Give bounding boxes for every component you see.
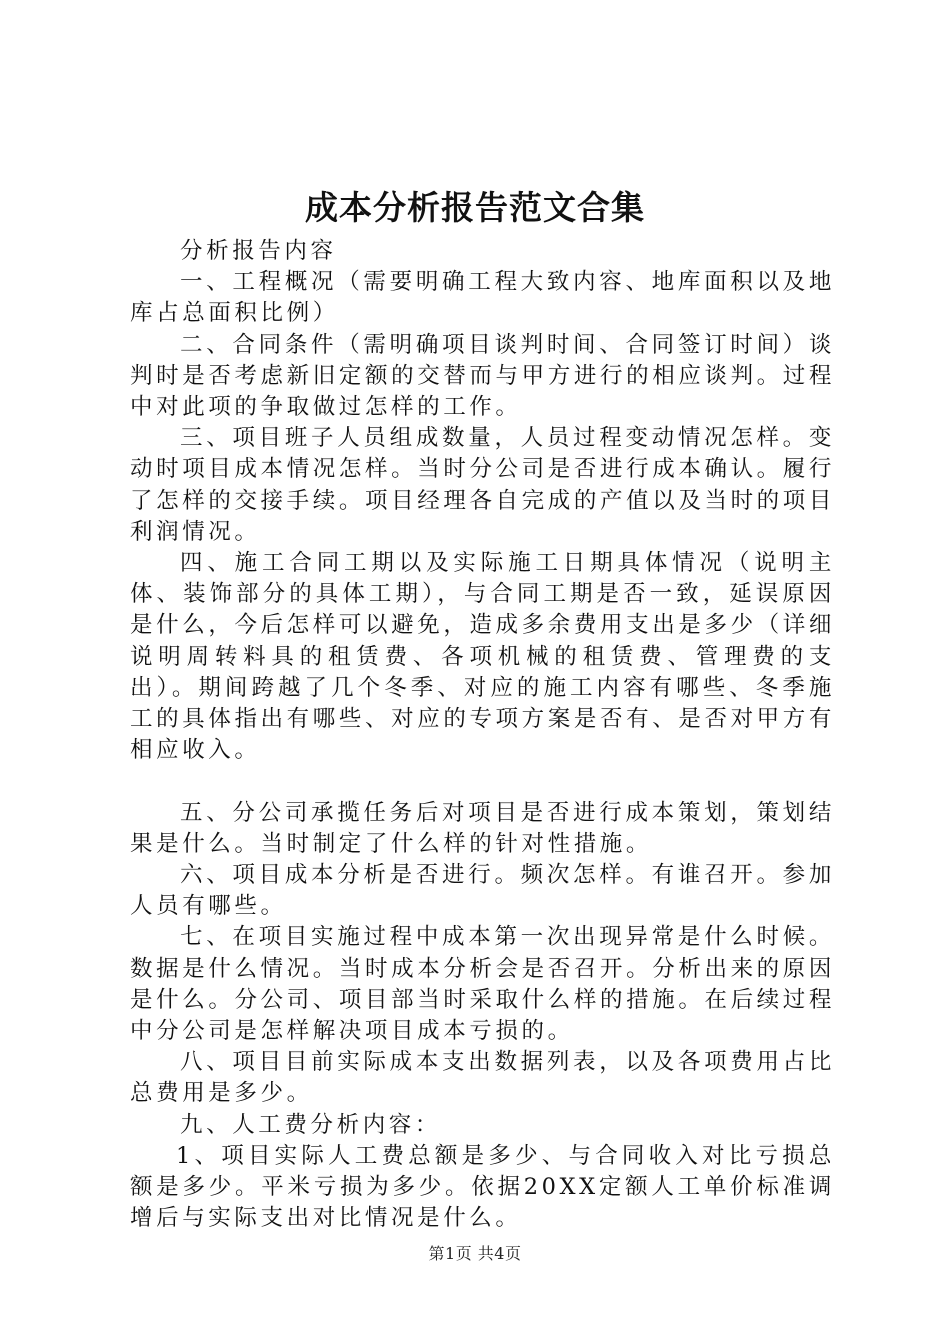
paragraph-spacer bbox=[130, 766, 835, 797]
paragraph-section-1: 一、工程概况（需要明确工程大致内容、地库面积以及地库占总面积比例） bbox=[130, 269, 835, 327]
document-body bbox=[130, 236, 835, 1234]
paragraph-section-4: 四、施工合同工期以及实际施工日期具体情况（说明主体、装饰部分的具体工期），与合同工期是否一致，延误原因是什么，今后怎样可以避免，造成多余费用支出是多少（详细说明周转料具的租赁费、各项机械的租赁费、管理费的支出）。期间跨越了几个冬季、对应的施工内容有哪些、冬季施工的具体指出有哪些、对应的专项方案是否有、是否对甲方有相应收入。 bbox=[130, 550, 835, 764]
paragraph-section-7: 七、在项目实施过程中成本第一次出现异常是什么时候。数据是什么情况。当时成本分析会是否召开。分析出来的原因是什么。分公司、项目部当时采取什么样的措施。在后续过程中分公司是怎样解决项目成本亏损的。 bbox=[130, 924, 835, 1045]
paragraph-section-5: 五、分公司承揽任务后对项目是否进行成本策划，策划结果是什么。当时制定了什么样的针对性措施。 bbox=[130, 799, 835, 857]
paragraph-section-8: 八、项目目前实际成本支出数据列表，以及各项费用占比总费用是多少。 bbox=[130, 1049, 835, 1107]
paragraph-section-2: 二、合同条件（需明确项目谈判时间、合同签订时间）谈判时是否考虑新旧定额的交替而与甲方进行的相应谈判。过程中对此项的争取做过怎样的工作。 bbox=[130, 331, 835, 421]
paragraph-section-3: 三、项目班子人员组成数量，人员过程变动情况怎样。变动时项目成本情况怎样。当时分公司是否进行成本确认。履行了怎样的交接手续。项目经理各自完成的产值以及当时的项目利润情况。 bbox=[130, 425, 835, 545]
paragraph-heading: 分析报告内容 bbox=[180, 238, 337, 264]
paragraph-subitem-1: 1、项目实际人工费总额是多少、与合同收入对比亏损总额是多少。平米亏损为多少。依据20XX定额人工单价标准调增后与实际支出对比情况是什么。 bbox=[130, 1142, 835, 1232]
page-number-footer: 第1页 共4页 bbox=[428, 1244, 522, 1263]
paragraph-section-9: 九、人工费分析内容： bbox=[180, 1111, 442, 1138]
paragraph-section-6: 六、项目成本分析是否进行。频次怎样。有谁召开。参加人员有哪些。 bbox=[130, 862, 835, 920]
document-title: 成本分析报告范文合集 bbox=[305, 188, 645, 227]
